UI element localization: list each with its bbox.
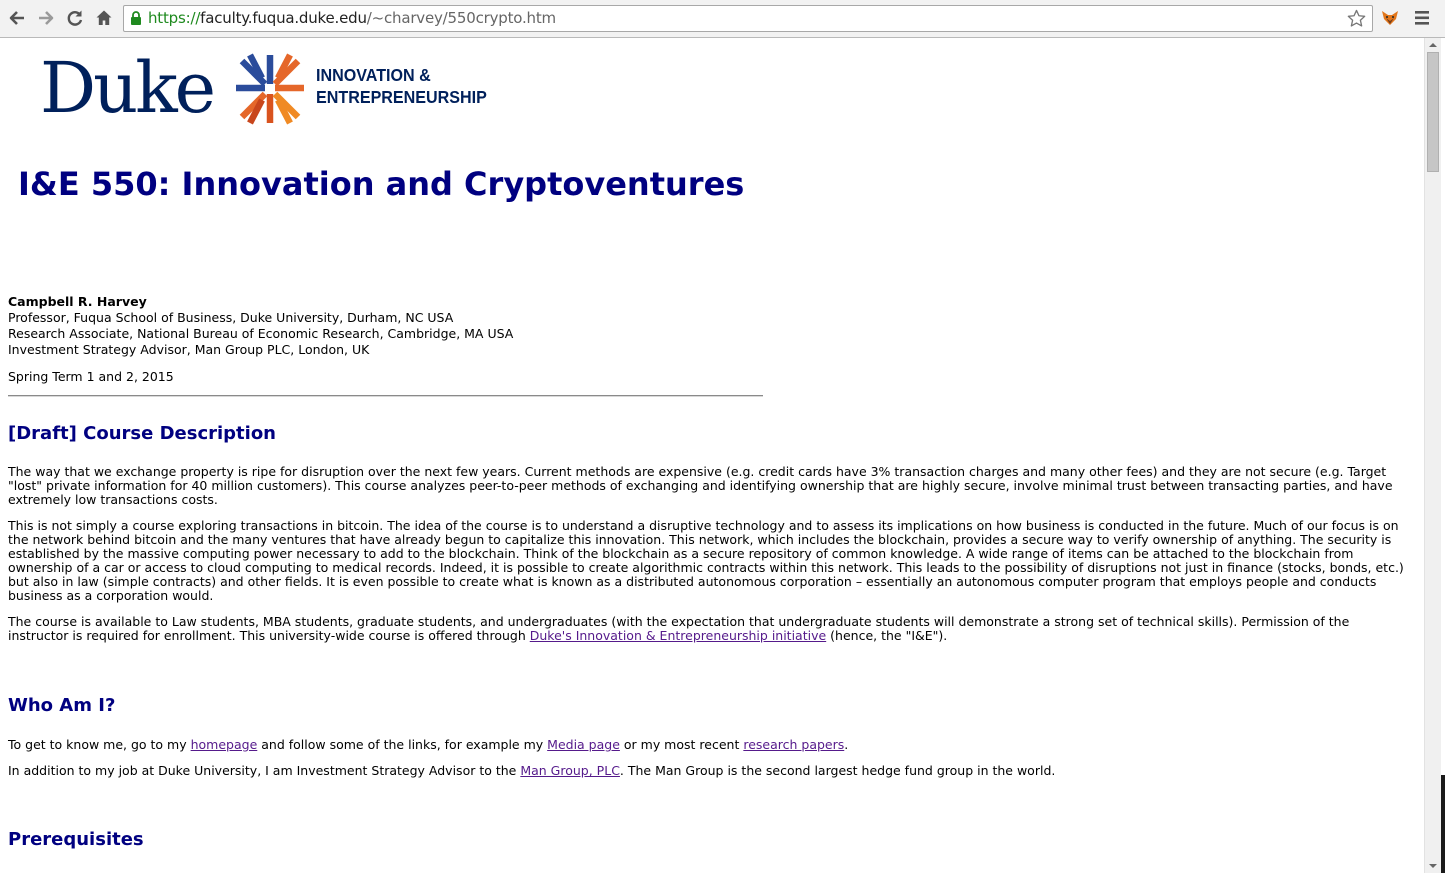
author-name: Campbell R. Harvey — [8, 294, 147, 309]
url-path: /~charvey/550crypto.htm — [366, 9, 556, 27]
home-button[interactable] — [93, 7, 115, 29]
window-edge — [1441, 775, 1445, 873]
back-icon — [8, 9, 26, 27]
lock-icon — [130, 11, 142, 26]
duke-wordmark: Duke — [40, 47, 214, 129]
ie-line-2: ENTREPRENEURSHIP — [316, 87, 487, 107]
reload-button[interactable] — [64, 7, 86, 29]
who-l2-text-b: . The Man Group is the second largest hedge fund group in the world. — [619, 763, 1056, 778]
ie-initiative-link[interactable]: Duke's Innovation & Entrepreneurship initiative — [529, 628, 827, 643]
url-host: faculty.fuqua.duke.edu — [200, 9, 367, 27]
ie-line-1: INNOVATION & — [316, 65, 431, 85]
man-group-link[interactable]: Man Group, PLC — [520, 763, 620, 778]
scroll-thumb[interactable] — [1427, 52, 1439, 172]
author-affiliation-1: Professor, Fuqua School of Business, Duke University, Durham, NC USA — [8, 310, 454, 325]
menu-icon[interactable] — [1414, 9, 1430, 27]
who-am-i-heading: Who Am I? — [8, 695, 116, 716]
who-line-2 — [8, 763, 1055, 778]
description-paragraph-2: This is not simply a course exploring transactions in bitcoin. The idea of the course is to understand a disruptive technology and to assess its implications on how business is conducted in the future. Much of our focus is on the network behind bitcoin and the many ventures that have already begun to capitalize this innovation. This network, which includes the blockchain, provides a secure way to verify ownership of anything. The security is established by the massive computing power necessary to add to the blockchain. Think of the blockchain as a secure repository of common knowledge. A wide range of items can be attached to the blockchain from ownership of a car or access to cloud computing to medical records. Indeed, it is possible to create algorithmic contracts within this network. This leads to the possibility of disruptions not just in finance (stocks, bonds, etc.) but also in law (simple contracts) and other fields. It is even possible to create what is known as a distributed autonomous corporation – essentially an autonomous computer program that employs people and conducts business as a corporation would. — [8, 518, 1404, 603]
forward-button[interactable] — [35, 7, 57, 29]
ie-wordmark — [316, 64, 487, 108]
media-page-link[interactable]: Media page — [547, 737, 620, 752]
star-icon[interactable] — [1347, 9, 1366, 28]
home-icon — [95, 9, 113, 27]
scroll-down-icon[interactable] — [1428, 861, 1438, 871]
page-title: I&E 550: Innovation and Cryptoventures — [18, 165, 745, 203]
page-content — [0, 38, 1424, 873]
who-line-1 — [8, 737, 848, 752]
description-paragraph-3 — [8, 615, 1413, 643]
research-papers-link[interactable]: research papers — [743, 737, 845, 752]
prerequisites-heading: Prerequisites — [8, 829, 144, 850]
horizontal-rule — [8, 395, 763, 397]
who-l1-text-a: To get to know me, go to my — [8, 737, 191, 752]
reload-icon — [66, 9, 84, 27]
p3-text-after: (hence, the "I&E"). — [826, 628, 948, 643]
forward-icon — [37, 9, 55, 27]
p3-text-before: The course is available to Law students, MBA students, graduate students, and undergraduates (with the expectation that undergraduate students will demonstrate a strong set of technical skills). Permission of the instructor is required for enrollment. This university-wide course is offered through — [8, 614, 1350, 643]
url-text[interactable] — [148, 9, 556, 27]
author-affiliation-3: Investment Strategy Advisor, Man Group PLC, London, UK — [8, 342, 370, 357]
scroll-up-icon[interactable] — [1428, 40, 1438, 50]
browser-toolbar — [0, 0, 1445, 38]
who-l1-text-c: or my most recent — [619, 737, 744, 752]
homepage-link[interactable]: homepage — [190, 737, 258, 752]
who-l1-text-b: and follow some of the links, for example my — [257, 737, 548, 752]
term-text: Spring Term 1 and 2, 2015 — [8, 369, 174, 384]
who-l1-text-d: . — [844, 737, 849, 752]
fox-extension-icon[interactable] — [1381, 9, 1399, 27]
ie-burst-icon — [232, 51, 308, 127]
vertical-scrollbar[interactable] — [1424, 38, 1441, 873]
url-scheme: https:// — [148, 9, 201, 27]
who-l2-text-a: In addition to my job at Duke University, I am Investment Strategy Advisor to the — [8, 763, 521, 778]
author-block — [8, 294, 513, 358]
course-description-heading: [Draft] Course Description — [8, 423, 276, 444]
back-button[interactable] — [6, 7, 28, 29]
description-paragraph-1: The way that we exchange property is ripe for disruption over the next few years. Current methods are expensive (e.g. credit cards have 3% transaction charges and many other fees) and they are not secure (e.g. Target "lost" private information for 40 million customers). This course analyzes peer-to-peer methods of exchanging and identifying ownership that are highly secure, involve minimal trust between transacting parties, and have extremely low transactions costs. — [8, 464, 1393, 507]
address-bar[interactable] — [123, 5, 1373, 32]
author-affiliation-2: Research Associate, National Bureau of Economic Research, Cambridge, MA USA — [8, 326, 514, 341]
